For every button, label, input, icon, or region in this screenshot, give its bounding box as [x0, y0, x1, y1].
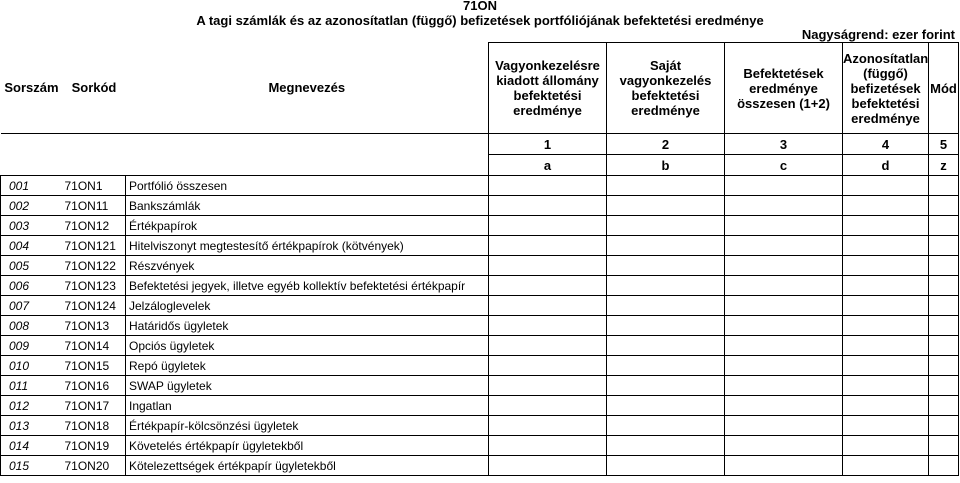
table-row: [1, 376, 959, 396]
value-cell-d[interactable]: [843, 456, 929, 476]
row-sorkod: 71ON124: [63, 296, 126, 316]
value-cell-c[interactable]: [725, 356, 843, 376]
value-cell-d[interactable]: [843, 196, 929, 216]
value-cell-a[interactable]: [489, 216, 607, 236]
row-sorkod: 71ON121: [63, 236, 126, 256]
header-col5: Mód: [929, 43, 959, 134]
row-sorszam: 013: [1, 416, 63, 436]
value-cell-b[interactable]: [607, 316, 725, 336]
value-cell-a[interactable]: [489, 256, 607, 276]
value-cell-d[interactable]: [843, 396, 929, 416]
header-megnevezes: Megnevezés: [126, 43, 489, 134]
value-cell-c[interactable]: [725, 296, 843, 316]
value-cell-b[interactable]: [607, 236, 725, 256]
value-cell-a[interactable]: [489, 376, 607, 396]
col-number: 4: [843, 134, 929, 155]
value-cell-b[interactable]: [607, 376, 725, 396]
table-row: [1, 296, 959, 316]
col-letter: b: [607, 155, 725, 176]
row-sorkod: 71ON13: [63, 316, 126, 336]
value-cell-d[interactable]: [843, 176, 929, 196]
value-cell-d[interactable]: [843, 216, 929, 236]
value-cell-b[interactable]: [607, 296, 725, 316]
value-cell-c[interactable]: [725, 456, 843, 476]
value-cell-z[interactable]: [929, 376, 959, 396]
row-sorkod: 71ON19: [63, 436, 126, 456]
value-cell-d[interactable]: [843, 356, 929, 376]
row-sorkod: 71ON12: [63, 216, 126, 236]
row-sorkod: 71ON14: [63, 336, 126, 356]
table-row: [1, 356, 959, 376]
row-megnevezes: Határidős ügyletek: [126, 316, 489, 336]
row-megnevezes: Hitelviszonyt megtestesítő értékpapírok (kötvények): [126, 236, 489, 256]
header-sorszam: Sorszám: [1, 43, 63, 134]
header-sorkod: Sorkód: [63, 43, 126, 134]
value-cell-c[interactable]: [725, 196, 843, 216]
value-cell-c[interactable]: [725, 316, 843, 336]
value-cell-z[interactable]: [929, 276, 959, 296]
blank-cell: [1, 134, 489, 155]
value-cell-a[interactable]: [489, 316, 607, 336]
table-row: [1, 196, 959, 216]
col-letter: z: [929, 155, 959, 176]
value-cell-z[interactable]: [929, 176, 959, 196]
value-cell-b[interactable]: [607, 196, 725, 216]
value-cell-d[interactable]: [843, 316, 929, 336]
value-cell-a[interactable]: [489, 296, 607, 316]
value-cell-d[interactable]: [843, 416, 929, 436]
value-cell-c[interactable]: [725, 276, 843, 296]
value-cell-b[interactable]: [607, 276, 725, 296]
value-cell-z[interactable]: [929, 416, 959, 436]
row-megnevezes: Kötelezettségek értékpapír ügyletekből: [126, 456, 489, 476]
table-row: [1, 416, 959, 436]
value-cell-d[interactable]: [843, 376, 929, 396]
row-sorkod: 71ON17: [63, 396, 126, 416]
row-sorkod: 71ON123: [63, 276, 126, 296]
value-cell-c[interactable]: [725, 176, 843, 196]
form-code: 71ON: [463, 0, 497, 13]
col-letter: a: [489, 155, 607, 176]
value-cell-z[interactable]: [929, 216, 959, 236]
col-number: 1: [489, 134, 607, 155]
report-table: [0, 42, 959, 476]
col-letter: c: [725, 155, 843, 176]
row-megnevezes: Repó ügyletek: [126, 356, 489, 376]
row-megnevezes: Portfólió összesen: [126, 176, 489, 196]
value-cell-c[interactable]: [725, 236, 843, 256]
row-sorszam: 006: [1, 276, 63, 296]
value-cell-b[interactable]: [607, 176, 725, 196]
form-title: A tagi számlák és az azonosítatlan (függő) befizetések portfóliójának befektetési eredménye: [196, 13, 764, 28]
value-cell-d[interactable]: [843, 256, 929, 276]
row-sorszam: 015: [1, 456, 63, 476]
value-cell-d[interactable]: [843, 436, 929, 456]
row-megnevezes: Befektetési jegyek, illetve egyéb kollektív befektetési értékpapír: [126, 276, 489, 296]
value-cell-c[interactable]: [725, 216, 843, 236]
table-row: [1, 456, 959, 476]
value-cell-c[interactable]: [725, 376, 843, 396]
row-sorszam: 001: [1, 176, 63, 196]
row-sorszam: 011: [1, 376, 63, 396]
value-cell-a[interactable]: [489, 416, 607, 436]
blank-cell: [1, 155, 489, 176]
table-row: [1, 176, 959, 196]
value-cell-z[interactable]: [929, 196, 959, 216]
row-sorkod: 71ON1: [63, 176, 126, 196]
value-cell-d[interactable]: [843, 276, 929, 296]
table-row: [1, 336, 959, 356]
unit-label: Nagyságrend: ezer forint: [801, 27, 955, 42]
row-sorszam: 010: [1, 356, 63, 376]
row-sorszam: 004: [1, 236, 63, 256]
row-sorkod: 71ON11: [63, 196, 126, 216]
header-col3: Befektetések eredménye összesen (1+2): [725, 43, 843, 134]
value-cell-a[interactable]: [489, 396, 607, 416]
row-megnevezes: Részvények: [126, 256, 489, 276]
header-col4: Azonosítatlan (függő) befizetések befektetési eredménye: [843, 43, 929, 134]
table-row: [1, 276, 959, 296]
value-cell-b[interactable]: [607, 436, 725, 456]
value-cell-a[interactable]: [489, 236, 607, 256]
table-row: [1, 256, 959, 276]
table-row: [1, 216, 959, 236]
table-row: [1, 236, 959, 256]
value-cell-z[interactable]: [929, 256, 959, 276]
row-megnevezes: Ingatlan: [126, 396, 489, 416]
row-megnevezes: SWAP ügyletek: [126, 376, 489, 396]
row-sorszam: 003: [1, 216, 63, 236]
table-row: [1, 316, 959, 336]
row-megnevezes: Jelzáloglevelek: [126, 296, 489, 316]
value-cell-a[interactable]: [489, 436, 607, 456]
row-sorszam: 009: [1, 336, 63, 356]
value-cell-d[interactable]: [843, 296, 929, 316]
row-megnevezes: Értékpapírok: [126, 216, 489, 236]
value-cell-b[interactable]: [607, 336, 725, 356]
value-cell-c[interactable]: [725, 256, 843, 276]
value-cell-z[interactable]: [929, 336, 959, 356]
row-sorszam: 002: [1, 196, 63, 216]
value-cell-z[interactable]: [929, 456, 959, 476]
value-cell-z[interactable]: [929, 296, 959, 316]
value-cell-b[interactable]: [607, 256, 725, 276]
row-megnevezes: Követelés értékpapír ügyletekből: [126, 436, 489, 456]
table-row: [1, 436, 959, 456]
value-cell-a[interactable]: [489, 196, 607, 216]
row-sorszam: 008: [1, 316, 63, 336]
value-cell-b[interactable]: [607, 396, 725, 416]
value-cell-b[interactable]: [607, 356, 725, 376]
row-sorszam: 007: [1, 296, 63, 316]
row-megnevezes: Értékpapír-kölcsönzési ügyletek: [126, 416, 489, 436]
value-cell-a[interactable]: [489, 456, 607, 476]
value-cell-d[interactable]: [843, 236, 929, 256]
value-cell-a[interactable]: [489, 336, 607, 356]
value-cell-b[interactable]: [607, 456, 725, 476]
value-cell-z[interactable]: [929, 436, 959, 456]
value-cell-z[interactable]: [929, 316, 959, 336]
value-cell-c[interactable]: [725, 416, 843, 436]
row-sorkod: 71ON16: [63, 376, 126, 396]
row-sorkod: 71ON18: [63, 416, 126, 436]
value-cell-a[interactable]: [489, 176, 607, 196]
col-number: 2: [607, 134, 725, 155]
value-cell-z[interactable]: [929, 236, 959, 256]
row-sorkod: 71ON15: [63, 356, 126, 376]
row-megnevezes: Bankszámlák: [126, 196, 489, 216]
value-cell-d[interactable]: [843, 336, 929, 356]
header-col1: Vagyonkezelésre kiadott állomány befektetési eredménye: [489, 43, 607, 134]
row-sorkod: 71ON122: [63, 256, 126, 276]
value-cell-z[interactable]: [929, 356, 959, 376]
value-cell-b[interactable]: [607, 216, 725, 236]
value-cell-c[interactable]: [725, 336, 843, 356]
row-sorszam: 005: [1, 256, 63, 276]
col-letter: d: [843, 155, 929, 176]
value-cell-c[interactable]: [725, 396, 843, 416]
value-cell-z[interactable]: [929, 396, 959, 416]
col-number: 5: [929, 134, 959, 155]
value-cell-a[interactable]: [489, 356, 607, 376]
row-sorszam: 012: [1, 396, 63, 416]
row-sorkod: 71ON20: [63, 456, 126, 476]
table-row: [1, 396, 959, 416]
value-cell-c[interactable]: [725, 436, 843, 456]
header-col2: Saját vagyonkezelés befektetési eredménye: [607, 43, 725, 134]
value-cell-a[interactable]: [489, 276, 607, 296]
row-sorszam: 014: [1, 436, 63, 456]
value-cell-b[interactable]: [607, 416, 725, 436]
row-megnevezes: Opciós ügyletek: [126, 336, 489, 356]
col-number: 3: [725, 134, 843, 155]
